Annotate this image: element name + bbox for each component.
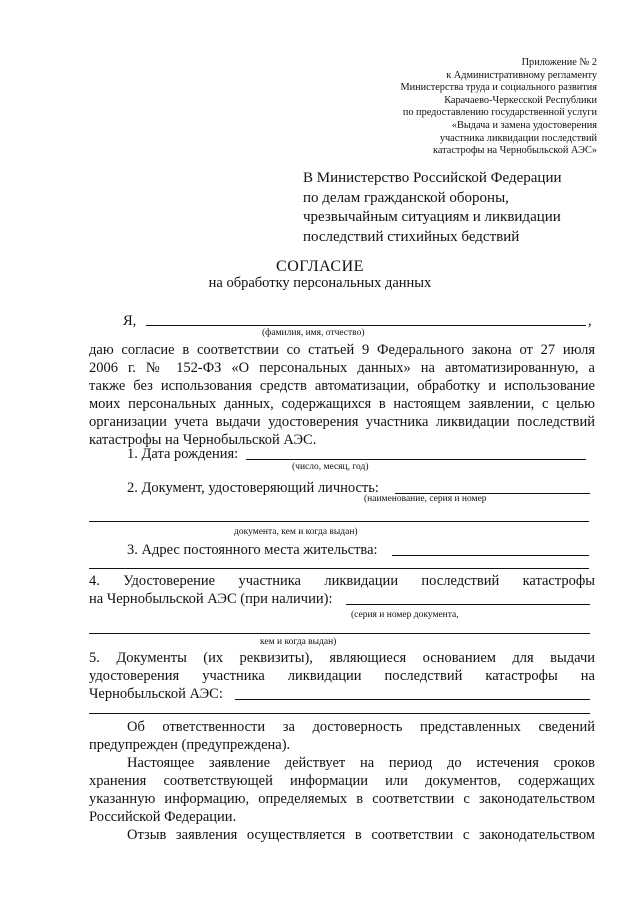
id-doc-label: 2. Документ, удостоверяющий личность: xyxy=(127,480,379,496)
consent-line: 2006 г. № 152-ФЗ «О персональных данных» на автоматизированную, а xyxy=(89,360,595,376)
id-doc-caption-2: документа, кем и когда выдан) xyxy=(234,527,358,537)
addressee-line: по делам гражданской обороны, xyxy=(303,189,509,206)
certificate-line-2: на Чернобыльской АЭС (при наличии): xyxy=(89,591,333,607)
birth-caption: (число, месяц, год) xyxy=(292,462,369,472)
appendix-line: Приложение № 2 xyxy=(521,57,597,68)
name-caption: (фамилия, имя, отчество) xyxy=(262,328,365,338)
addressee-line: В Министерство Российской Федерации xyxy=(303,170,562,186)
appendix-line: участника ликвидации последствий xyxy=(439,132,597,144)
certificate-caption-2: кем и когда выдан) xyxy=(260,637,337,647)
appendix-line: «Выдача и замена удостоверения xyxy=(451,119,597,131)
consent-line: даю согласие в соответствии со статьей 9 Федерального закона от 27 июля xyxy=(89,342,595,358)
document-subtitle: на обработку персональных данных xyxy=(208,275,432,291)
responsibility-line: Об ответственности за достоверность представленных сведений xyxy=(127,719,595,735)
responsibility-paragraph xyxy=(89,718,595,754)
intro-comma: , xyxy=(588,313,592,329)
id-doc-field-2[interactable] xyxy=(89,521,589,522)
consent-line: катастрофы на Чернобыльской АЭС. xyxy=(89,432,317,448)
appendix-line: Карачаево-Черкесской Республики xyxy=(444,94,597,106)
consent-line: моих персональных данных, содержащихся в настоящем заявлении, с целью xyxy=(89,396,595,412)
document-title: СОГЛАСИЕ xyxy=(276,258,364,275)
birth-date-field[interactable] xyxy=(246,459,586,460)
address-field-1[interactable] xyxy=(392,555,589,556)
revocation-paragraph xyxy=(89,826,595,844)
validity-line: Настоящее заявление действует на период до истечения сроков xyxy=(127,755,595,771)
id-doc-caption-1: (наименование, серия и номер xyxy=(364,494,487,504)
appendix-line: к Административному регламенту xyxy=(446,69,597,81)
address-label: 3. Адрес постоянного места жительства: xyxy=(127,542,378,558)
appendix-line: по предоставлению государственной услуги xyxy=(402,107,597,119)
documents-paragraph xyxy=(89,649,595,685)
consent-paragraph xyxy=(89,341,595,449)
intro-ya: Я, xyxy=(123,313,137,329)
responsibility-line: предупрежден (предупреждена). xyxy=(89,737,291,753)
addressee-line: чрезвычайным ситуациям и ликвидации xyxy=(303,209,561,225)
certificate-caption-1: (серия и номер документа, xyxy=(351,610,459,620)
certificate-field-1[interactable] xyxy=(346,604,590,605)
validity-line: хранения соответствующей информации или документов, содержащих xyxy=(89,773,595,789)
appendix-header xyxy=(400,57,597,158)
documents-field-1[interactable] xyxy=(235,699,590,700)
appendix-line: Министерства труда и социального развития xyxy=(400,82,597,94)
validity-paragraph xyxy=(89,754,595,826)
consent-line: также без использования средств автоматизации, обработку и использование xyxy=(89,378,595,394)
consent-line: организации учета выдачи удостоверения участника ликвидации последствий xyxy=(89,414,595,430)
certificate-paragraph xyxy=(89,572,595,590)
documents-line: 5. Документы (их реквизиты), являющиеся основанием для выдачи xyxy=(89,650,595,666)
revocation-line: Отзыв заявления осуществляется в соответствии с законодательством xyxy=(127,827,595,843)
name-field[interactable] xyxy=(146,325,586,326)
documents-line-3: Чернобыльской АЭС: xyxy=(89,686,223,702)
addressee-line: последствий стихийных бедствий xyxy=(303,228,520,245)
address-field-2[interactable] xyxy=(89,568,589,569)
birth-label: 1. Дата рождения: xyxy=(127,446,239,462)
documents-field-2[interactable] xyxy=(89,713,590,714)
addressee xyxy=(303,169,562,247)
certificate-field-2[interactable] xyxy=(89,633,590,634)
documents-line: удостоверения участника ликвидации последствий катастрофы на xyxy=(89,668,595,684)
validity-line: Российской Федерации. xyxy=(89,809,237,825)
validity-line: указанную информацию, определяемых в соответствии с законодательством xyxy=(89,791,595,807)
certificate-line: 4. Удостоверение участника ликвидации последствий катастрофы xyxy=(89,573,595,589)
appendix-line: катастрофы на Чернобыльской АЭС» xyxy=(433,145,597,157)
